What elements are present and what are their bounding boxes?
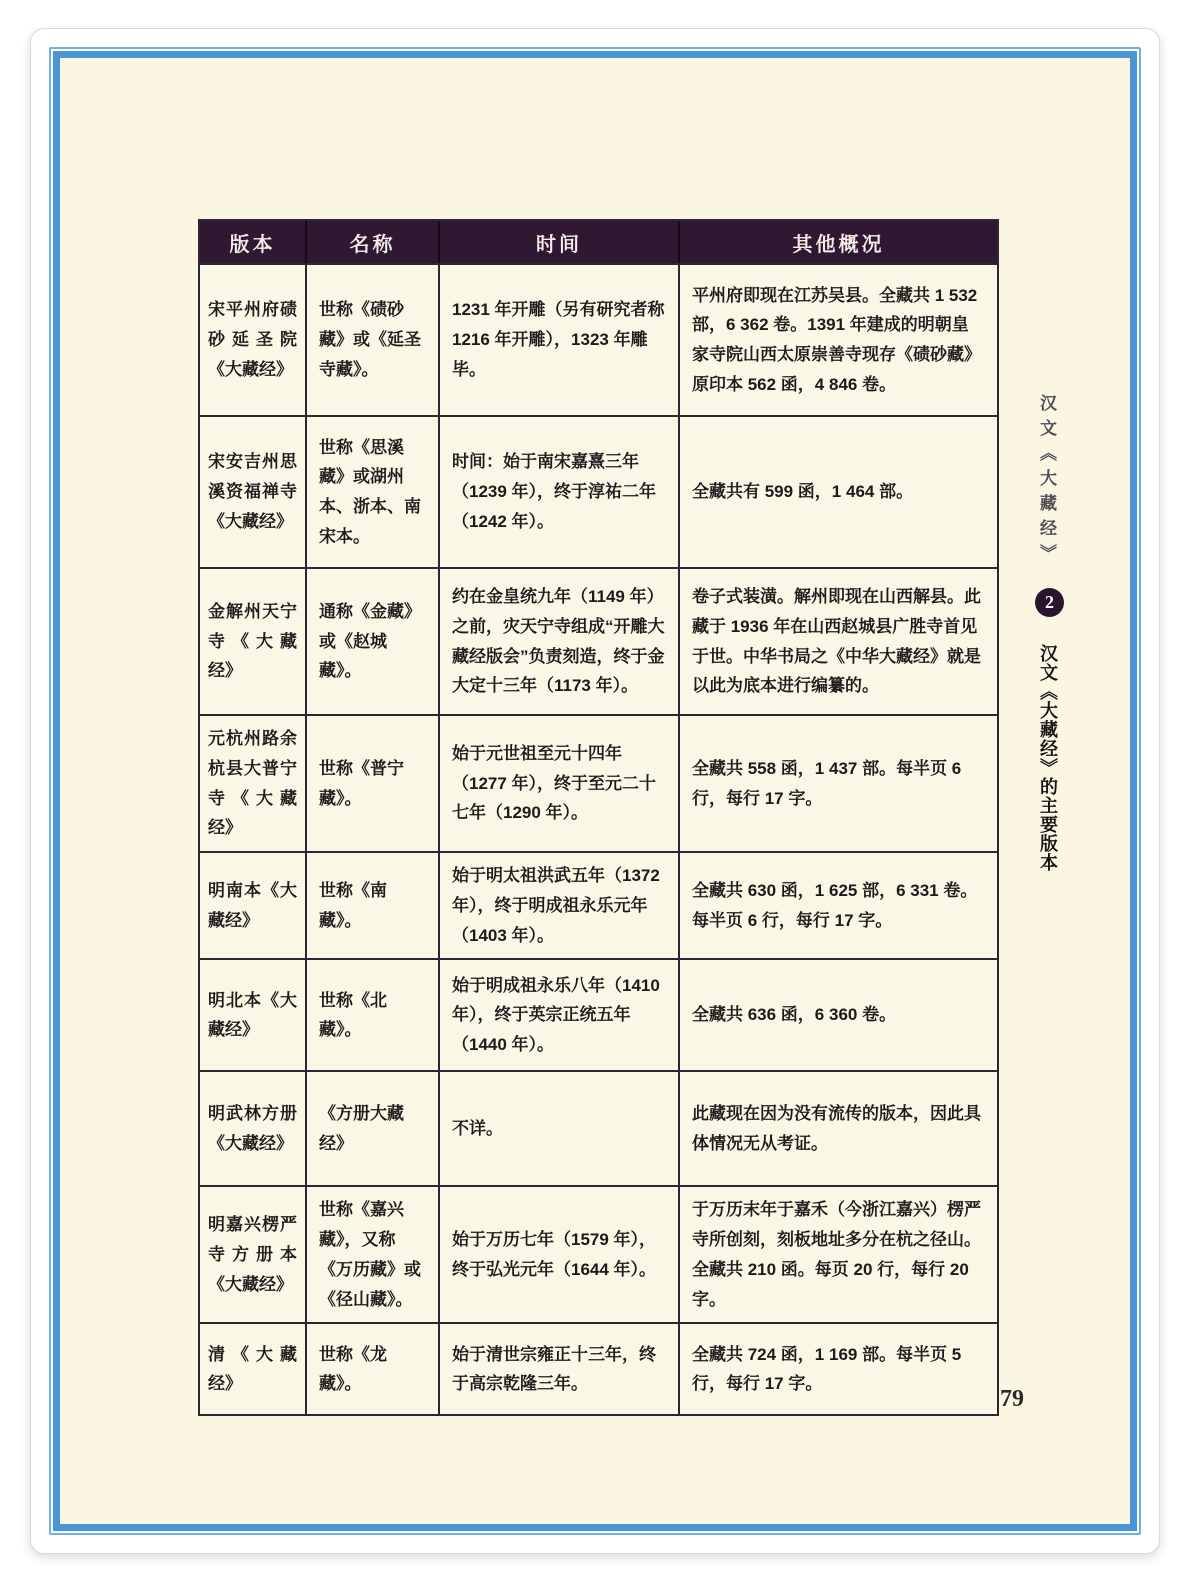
column-header: 版本 — [229, 233, 276, 256]
table-body — [200, 263, 997, 1414]
cell-text: 始于万历七年（1579 年），终于弘光元年（1644 年）。 — [452, 1230, 657, 1279]
cell-text: 平州府即现在江苏吴县。全藏共 1 532 部，6 362 卷。1391 年建成的明朝皇家寺院山西太原崇善寺现存《碛砂藏》原印本 562 函，4 846 卷。 — [692, 285, 981, 394]
cell-text: 全藏共 558 函，1 437 部。每半页 6 行，每行 17 字。 — [692, 758, 962, 808]
cell-text: 《方册大藏经》 — [319, 1104, 404, 1153]
cell-text: 明南本《大藏经》 — [208, 880, 297, 930]
cell-text: 宋安吉州思溪资福禅寺《大藏经》 — [208, 452, 297, 531]
table-row — [200, 1070, 997, 1185]
cell-text: 宋平州府碛砂延圣院《大藏经》 — [208, 300, 297, 379]
column-header: 时间 — [438, 221, 678, 263]
page-content — [60, 58, 1130, 1524]
column-header: 名称 — [305, 221, 438, 263]
cell-time — [438, 1072, 678, 1185]
cell-text: 清《大藏经》 — [208, 1344, 297, 1394]
cell-edition — [200, 265, 305, 415]
cell-text: 此藏现在因为没有流传的版本，因此具体情况无从考证。 — [692, 1104, 981, 1153]
cell-time — [438, 1324, 678, 1414]
cell-text: 金解州天宁寺《大藏经》 — [208, 601, 297, 681]
cell-text: 元杭州路余杭县大普宁寺《大藏经》 — [208, 729, 297, 838]
cell-text: 明北本《大藏经》 — [208, 990, 297, 1040]
cell-overview — [678, 853, 997, 958]
cell-text: 全藏共 636 函，6 360 卷。 — [692, 1005, 897, 1025]
cell-edition — [200, 960, 305, 1070]
page-card — [30, 28, 1160, 1554]
cell-edition — [200, 569, 305, 714]
cell-text: 世称《嘉兴藏》，又称《万历藏》或《径山藏》。 — [319, 1200, 421, 1309]
cell-text: 约在金皇统九年（1149 年）之前，灾天宁寺组成“开雕大藏经版会”负责刻造，终于金大定十三年（1173 年）。 — [452, 587, 665, 696]
column-header: 其他概况 — [678, 221, 997, 263]
cell-text: 卷子式装潢。解州即现在山西解县。此藏于 1936 年在山西赵城县广胜寺首见于世。中华书局之《中华大藏经》就是以此为底本进行编纂的。 — [692, 587, 981, 696]
cell-text: 1231 年开雕（另有研究者称 1216 年开雕），1323 年雕毕。 — [452, 300, 665, 379]
cell-text: 世称《普宁藏》。 — [319, 758, 404, 808]
cell-edition — [200, 716, 305, 851]
cell-name — [305, 853, 438, 958]
cell-text: 全藏共 724 函，1 169 部。每半页 5 行，每行 17 字。 — [692, 1344, 962, 1394]
cell-text: 始于清世宗雍正十三年，终于高宗乾隆三年。 — [452, 1344, 656, 1394]
cell-edition — [200, 1072, 305, 1185]
cell-name — [305, 417, 438, 567]
cell-name — [305, 716, 438, 851]
cell-text: 全藏共有 599 函，1 464 部。 — [692, 482, 914, 502]
section-title-vertical: 汉文《大藏经》的主要版本 — [1038, 644, 1058, 872]
cell-name — [305, 265, 438, 415]
table-row — [200, 958, 997, 1070]
cell-name — [305, 1072, 438, 1185]
table-row — [200, 851, 997, 958]
cell-overview — [678, 265, 997, 415]
cell-text: 不详。 — [452, 1118, 503, 1138]
cell-overview — [678, 417, 997, 567]
cell-time — [438, 265, 678, 415]
blue-frame-inner — [53, 51, 1137, 1531]
cell-time — [438, 853, 678, 958]
cell-text: 明武林方册《大藏经》 — [208, 1104, 297, 1153]
table-row — [200, 263, 997, 415]
editions-table — [198, 219, 999, 1416]
cell-edition — [200, 1187, 305, 1322]
cell-overview — [678, 1187, 997, 1322]
cell-time — [438, 1187, 678, 1322]
running-head-vertical: 汉文《大藏经》 — [1037, 394, 1056, 569]
cell-text: 于万历末年于嘉禾（今浙江嘉兴）楞严寺所创刻，刻板地址多分在杭之径山。全藏共 210 函。每页 20 行，每行 20 字。 — [692, 1200, 981, 1309]
cell-name — [305, 569, 438, 714]
blue-frame-outer — [49, 47, 1141, 1535]
cell-name — [305, 960, 438, 1070]
cell-text: 始于元世祖至元十四年（1277 年），终于至元二十七年（1290 年）。 — [452, 743, 657, 823]
cell-text: 全藏共 630 函，1 625 部，6 331 卷。每半页 6 行，每行 17 字。 — [692, 880, 978, 930]
cell-time — [438, 569, 678, 714]
cell-time — [438, 960, 678, 1070]
cell-text: 始于明成祖永乐八年（1410 年），终于英宗正统五年（1440 年）。 — [452, 975, 660, 1055]
cell-text: 明嘉兴楞严寺方册本《大藏经》 — [208, 1215, 297, 1294]
cell-text: 世称《龙藏》。 — [319, 1344, 387, 1394]
cell-edition — [200, 1324, 305, 1414]
cell-edition — [200, 853, 305, 958]
cell-name — [305, 1324, 438, 1414]
cell-text: 通称《金藏》或《赵城藏》。 — [319, 601, 421, 681]
table-row — [200, 1322, 997, 1414]
table-header-row — [200, 221, 997, 263]
cell-text: 世称《北藏》。 — [319, 990, 387, 1040]
cell-edition — [200, 417, 305, 567]
table-row — [200, 415, 997, 567]
cell-text: 始于明太祖洪武五年（1372 年），终于明成祖永乐元年（1403 年）。 — [452, 866, 660, 945]
page-number: 79 — [1000, 1386, 1024, 1412]
cell-overview — [678, 716, 997, 851]
chapter-number-badge: 2 — [1035, 588, 1064, 617]
cell-overview — [678, 1324, 997, 1414]
table-row — [200, 1185, 997, 1322]
cell-time — [438, 716, 678, 851]
cell-text: 世称《思溪藏》或湖州本、浙本、南宋本。 — [319, 437, 421, 546]
cell-overview — [678, 569, 997, 714]
table-row — [200, 714, 997, 851]
cell-overview — [678, 960, 997, 1070]
cell-time — [438, 417, 678, 567]
table-row — [200, 567, 997, 714]
cell-overview — [678, 1072, 997, 1185]
cell-text: 世称《南藏》。 — [319, 880, 387, 930]
cell-text: 世称《碛砂藏》或《延圣寺藏》。 — [319, 300, 421, 379]
cell-name — [305, 1187, 438, 1322]
cell-text: 时间：始于南宋嘉熹三年（1239 年），终于淳祐二年（1242 年）。 — [452, 452, 657, 531]
